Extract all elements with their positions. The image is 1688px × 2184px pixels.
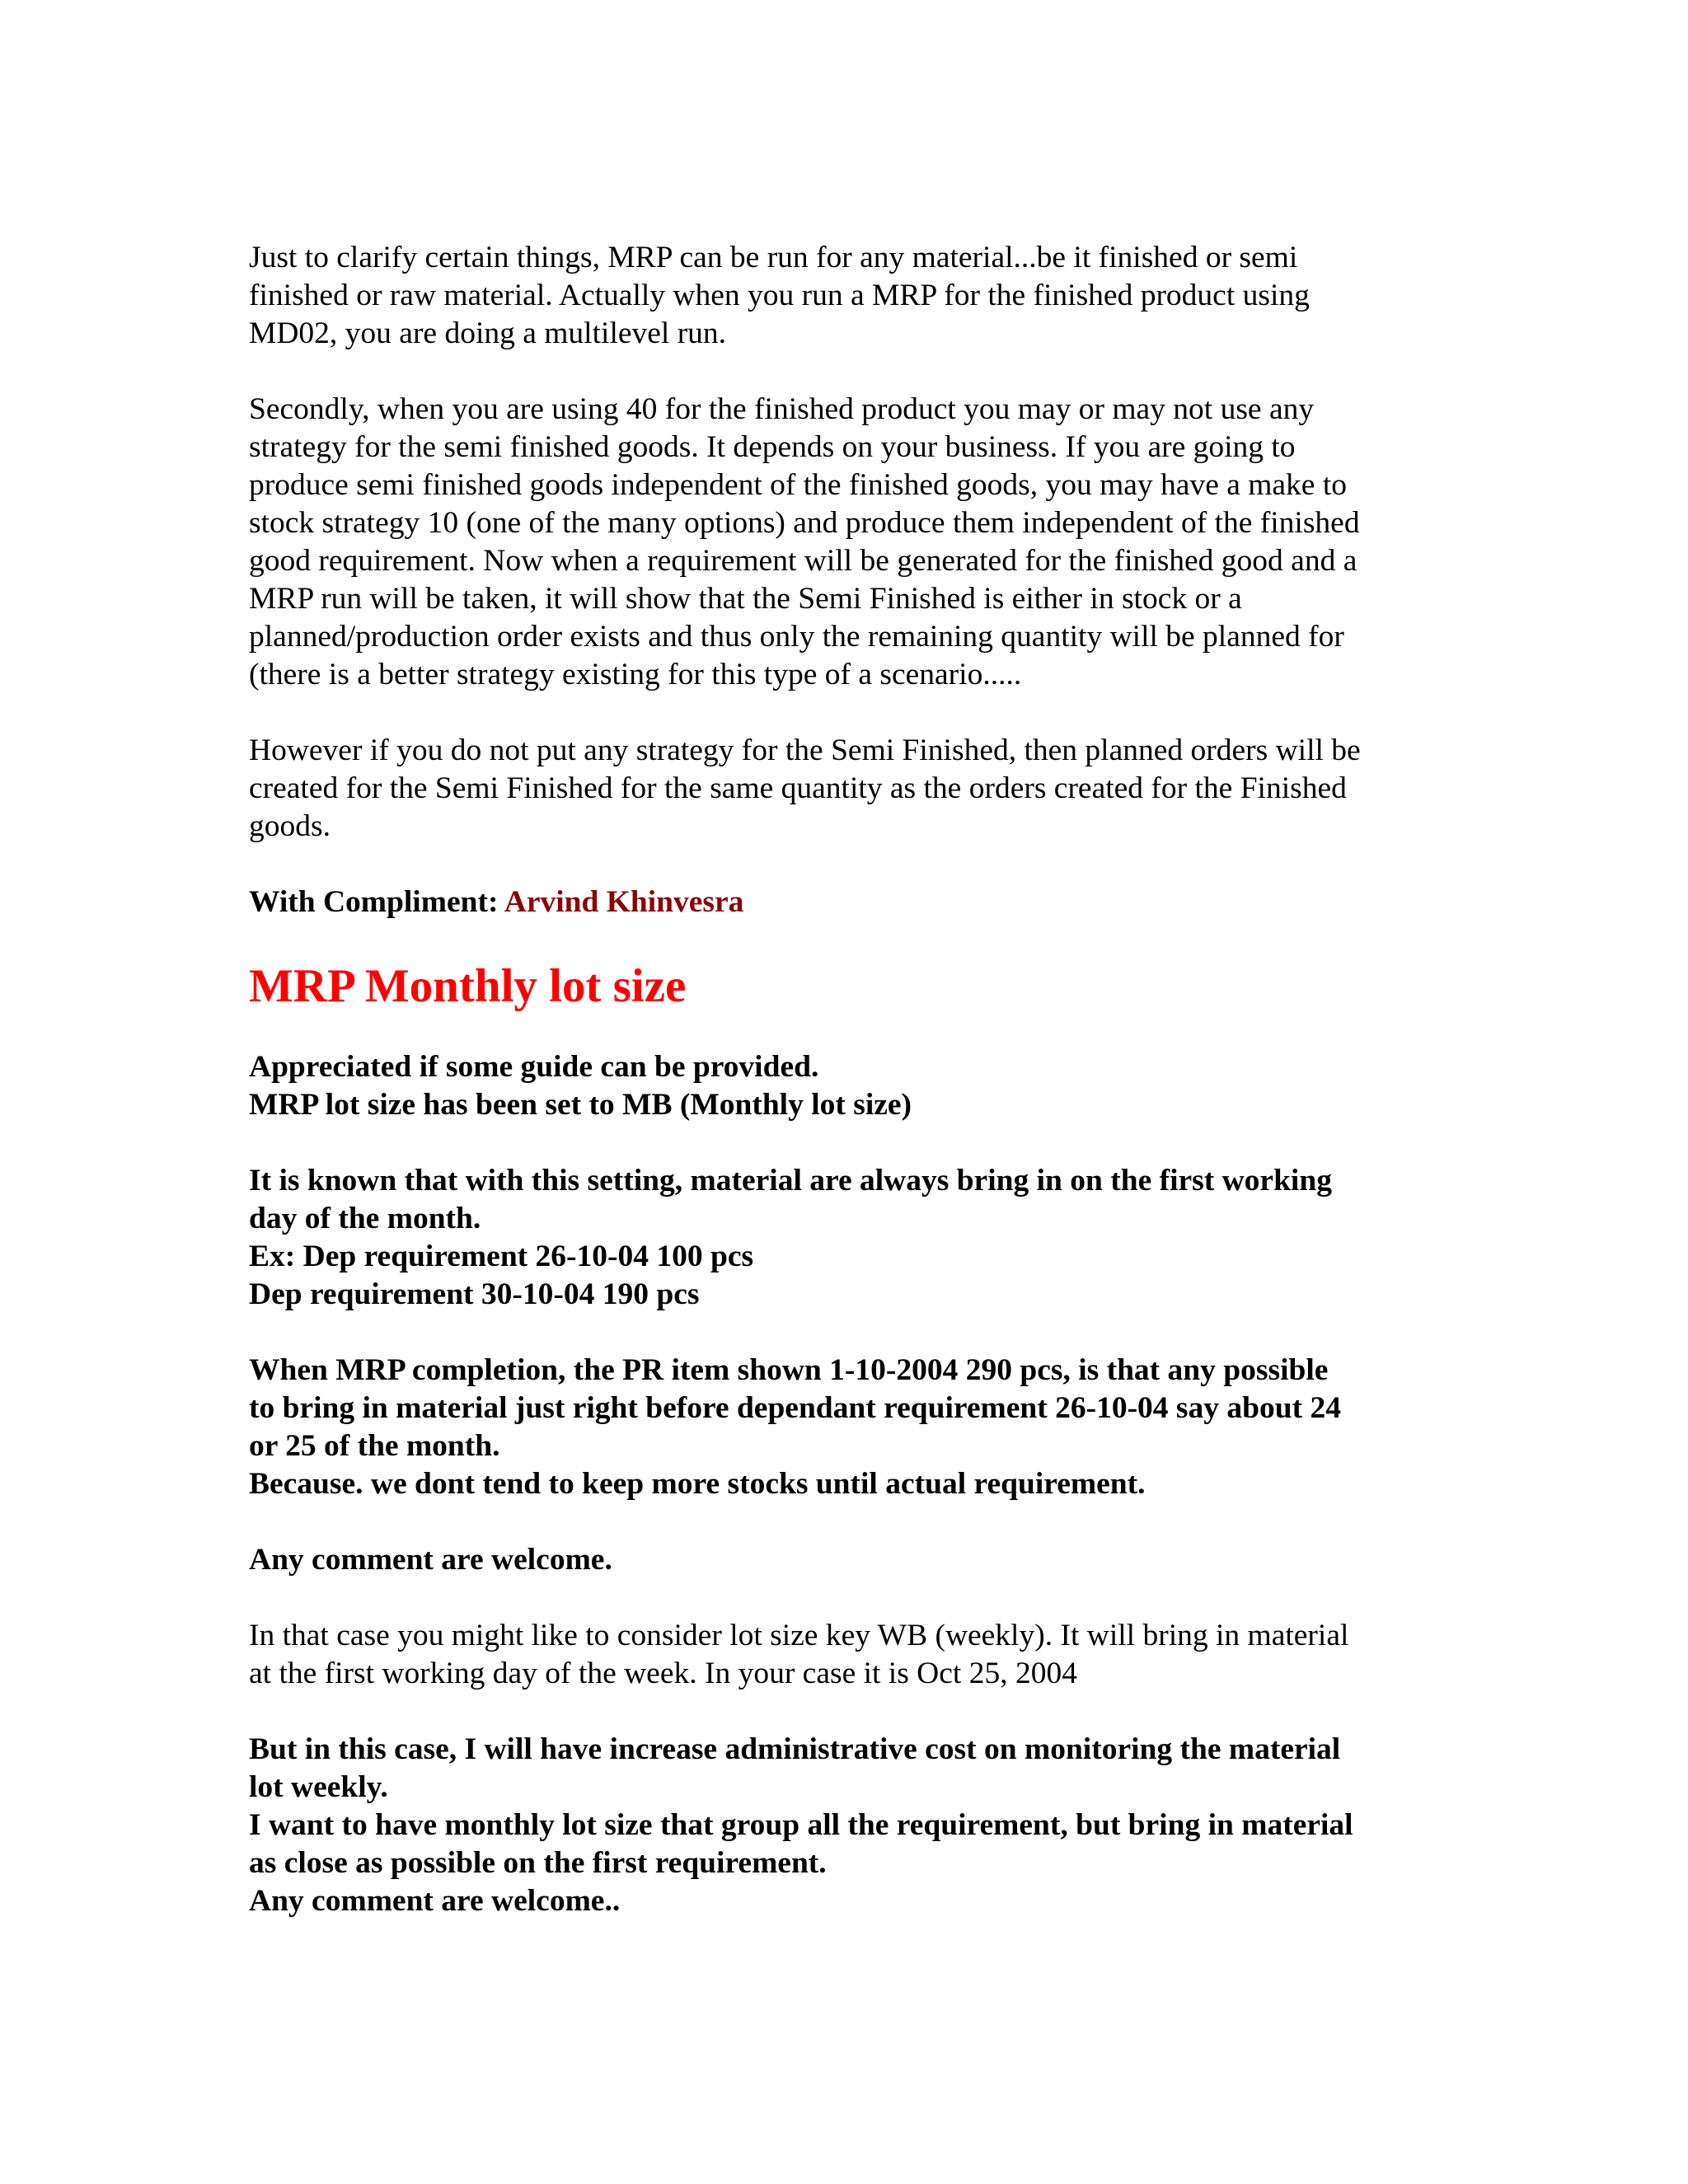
- text-line: I want to have monthly lot size that group all the requirement, but bring in material: [249, 1808, 1353, 1842]
- text-line: Because. we dont tend to keep more stocks until actual requirement.: [249, 1467, 1146, 1501]
- text-line: MRP lot size has been set to MB (Monthly lot size): [249, 1088, 912, 1122]
- text-line: When MRP completion, the PR item shown 1-10-2004 290 pcs, is that any possible: [249, 1353, 1329, 1387]
- document-page: [249, 239, 1461, 1920]
- text-line: good requirement. Now when a requirement will be generated for the finished good and a: [249, 544, 1357, 578]
- followup-question: [249, 1731, 1461, 1920]
- text-line: at the first working day of the week. In your case it is Oct 25, 2004: [249, 1657, 1077, 1690]
- text-line: MD02, you are doing a multilevel run.: [249, 316, 727, 350]
- text-line: (there is a better strategy existing for this type of a scenario.....: [249, 658, 1022, 691]
- paragraph-mrp-clarification: [249, 239, 1461, 353]
- text-line: However if you do not put any strategy for the Semi Finished, then planned orders will be: [249, 733, 1361, 767]
- text-line: Any comment are welcome.: [249, 1543, 612, 1577]
- text-line: created for the Semi Finished for the same quantity as the orders created for the Finished: [249, 771, 1347, 805]
- text-line: Appreciated if some guide can be provided.: [249, 1050, 819, 1084]
- section-title: MRP Monthly lot size: [249, 960, 687, 1012]
- text-line: day of the month.: [249, 1202, 481, 1235]
- question-detail: [249, 1352, 1461, 1503]
- text-line: lot weekly.: [249, 1770, 388, 1804]
- text-line: MRP run will be taken, it will show that the Semi Finished is either in stock or a: [249, 582, 1242, 616]
- text-line: as close as possible on the first requirement.: [249, 1846, 827, 1880]
- text-line: Ex: Dep requirement 26-10-04 100 pcs: [249, 1240, 754, 1273]
- text-line: Dep requirement 30-10-04 190 pcs: [249, 1277, 700, 1311]
- text-line: produce semi finished goods independent of the finished goods, you may have a make to: [249, 468, 1347, 502]
- text-line: stock strategy 10 (one of the many options) and produce them independent of the finished: [249, 506, 1360, 540]
- compliment-label: With Compliment:: [249, 885, 499, 919]
- question-example: [249, 1162, 1461, 1314]
- compliment-author: Arvind Khinvesra: [504, 885, 744, 919]
- paragraph-strategy-explanation: [249, 391, 1461, 694]
- text-line: or 25 of the month.: [249, 1429, 500, 1463]
- text-line: In that case you might like to consider lot size key WB (weekly). It will bring in material: [249, 1619, 1349, 1652]
- text-line: strategy for the semi finished goods. It depends on your business. If you are going to: [249, 430, 1296, 464]
- text-line: Secondly, when you are using 40 for the finished product you may or may not use any: [249, 392, 1315, 426]
- text-line: to bring in material just right before dependant requirement 26-10-04 say about 24: [249, 1391, 1341, 1425]
- text-line: But in this case, I will have increase administrative cost on monitoring the material: [249, 1732, 1341, 1766]
- compliment-line: [249, 883, 1461, 921]
- text-line: Any comment are welcome..: [249, 1884, 621, 1918]
- text-line: Just to clarify certain things, MRP can be run for any material...be it finished or semi: [249, 241, 1298, 274]
- text-line: planned/production order exists and thus only the remaining quantity will be planned for: [249, 620, 1344, 654]
- text-line: It is known that with this setting, material are always bring in on the first working: [249, 1164, 1332, 1197]
- paragraph-no-strategy: [249, 732, 1461, 846]
- text-line: finished or raw material. Actually when you run a MRP for the finished product using: [249, 279, 1310, 312]
- question-intro: [249, 1048, 1461, 1124]
- answer-paragraph: [249, 1617, 1461, 1693]
- question-closing: [249, 1541, 1461, 1579]
- text-line: goods.: [249, 809, 331, 843]
